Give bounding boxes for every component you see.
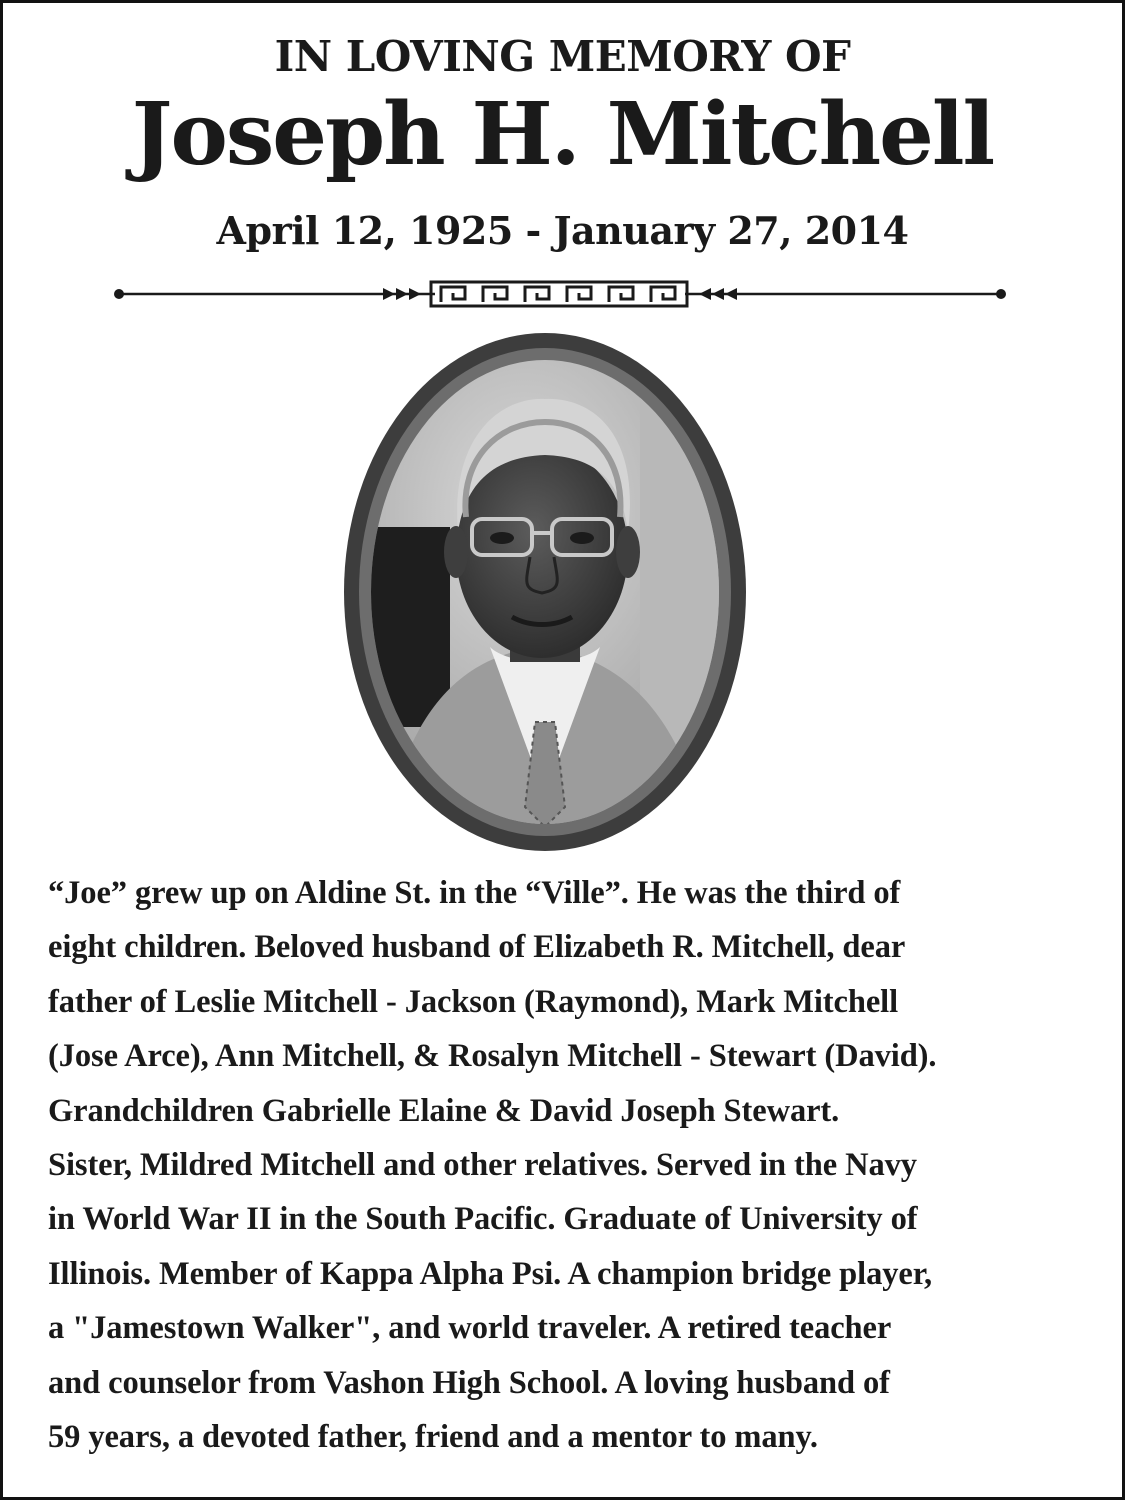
greek-key-divider-icon bbox=[105, 276, 1015, 312]
memorial-intro: IN LOVING MEMORY OF bbox=[274, 32, 851, 81]
obituary-line: (Jose Arce), Ann Mitchell, & Rosalyn Mitchell - Stewart (David). bbox=[48, 1038, 937, 1075]
obituary-line: Illinois. Member of Kappa Alpha Psi. A champion bridge player, bbox=[48, 1255, 933, 1292]
obituary-line: father of Leslie Mitchell - Jackson (Raymond), Mark Mitchell bbox=[48, 983, 898, 1020]
obituary-text bbox=[48, 866, 1088, 1464]
obituary-line: “Joe” grew up on Aldine St. in the “Ville”. He was the third of bbox=[48, 875, 901, 911]
portrait-photo-icon bbox=[340, 327, 750, 857]
obituary-line: Sister, Mildred Mitchell and other relatives. Served in the Navy bbox=[48, 1147, 917, 1184]
obituary-line: eight children. Beloved husband of Elizabeth R. Mitchell, dear bbox=[48, 929, 906, 966]
obituary-line: a "Jamestown Walker", and world traveler. A retired teacher bbox=[48, 1310, 892, 1347]
deceased-name: Joseph H. Mitchell bbox=[131, 84, 994, 185]
obituary-line: in World War II in the South Pacific. Graduate of University of bbox=[48, 1201, 918, 1238]
obituary-line: 59 years, a devoted father, friend and a mentor to many. bbox=[48, 1419, 818, 1456]
obituary-line: and counselor from Vashon High School. A loving husband of bbox=[48, 1364, 890, 1401]
obituary-line: Grandchildren Gabrielle Elaine & David Joseph Stewart. bbox=[48, 1092, 840, 1129]
life-dates: April 12, 1925 - January 27, 2014 bbox=[216, 208, 909, 253]
